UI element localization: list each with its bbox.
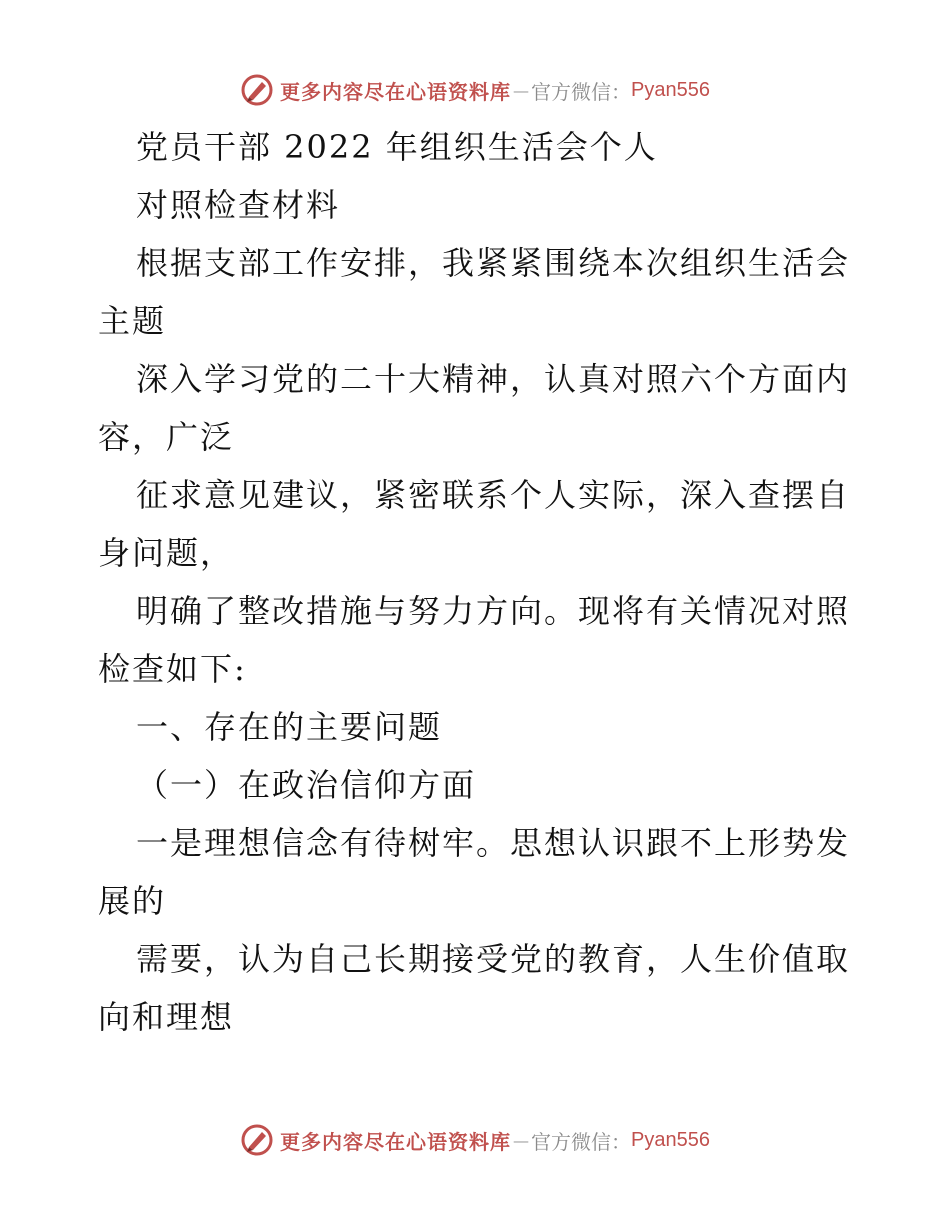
doc-line: 明确了整改措施与努力方向。现将有关情况对照 bbox=[136, 592, 851, 630]
doc-line: 容，广泛 bbox=[98, 418, 235, 456]
banner-text: 更多内容尽在心语资料库 bbox=[280, 1129, 512, 1154]
doc-line: 深入学习党的二十大精神，认真对照六个方面内 bbox=[136, 360, 851, 398]
document-body bbox=[98, 118, 858, 1046]
doc-line: 征求意见建议，紧密联系个人实际，深入查摆自 bbox=[136, 476, 851, 514]
doc-line: 党员干部 2022 年组织生活会个人 bbox=[136, 128, 658, 166]
doc-line: 展的 bbox=[98, 882, 167, 920]
banner-separator: — bbox=[513, 1130, 530, 1150]
doc-line: 主题 bbox=[98, 302, 167, 340]
doc-line: 身问题， bbox=[98, 534, 235, 572]
doc-line: （一）在政治信仰方面 bbox=[136, 766, 477, 804]
doc-line: 一是理想信念有待树牢。思想认识跟不上形势发 bbox=[136, 824, 851, 862]
footer-banner bbox=[0, 1120, 950, 1160]
banner-separator: — bbox=[513, 80, 530, 100]
banner-wechat-id: Pyan556 bbox=[631, 78, 710, 101]
doc-line: 向和理想 bbox=[98, 998, 235, 1036]
banner-wechat-label: 官方微信： bbox=[531, 1129, 632, 1154]
doc-line: 根据支部工作安排，我紧紧围绕本次组织生活会 bbox=[136, 244, 851, 282]
doc-line: 检查如下: bbox=[98, 650, 247, 688]
pen-logo-icon bbox=[240, 1123, 274, 1157]
doc-line: 一、存在的主要问题 bbox=[136, 708, 443, 746]
banner-wechat-id: Pyan556 bbox=[631, 1128, 710, 1151]
banner-wechat-label: 官方微信： bbox=[531, 79, 632, 104]
banner-text: 更多内容尽在心语资料库 bbox=[280, 79, 512, 104]
header-banner bbox=[0, 70, 950, 110]
doc-line: 对照检查材料 bbox=[136, 186, 341, 224]
pen-logo-icon bbox=[240, 73, 274, 107]
doc-line: 需要，认为自己长期接受党的教育，人生价值取 bbox=[136, 940, 851, 978]
